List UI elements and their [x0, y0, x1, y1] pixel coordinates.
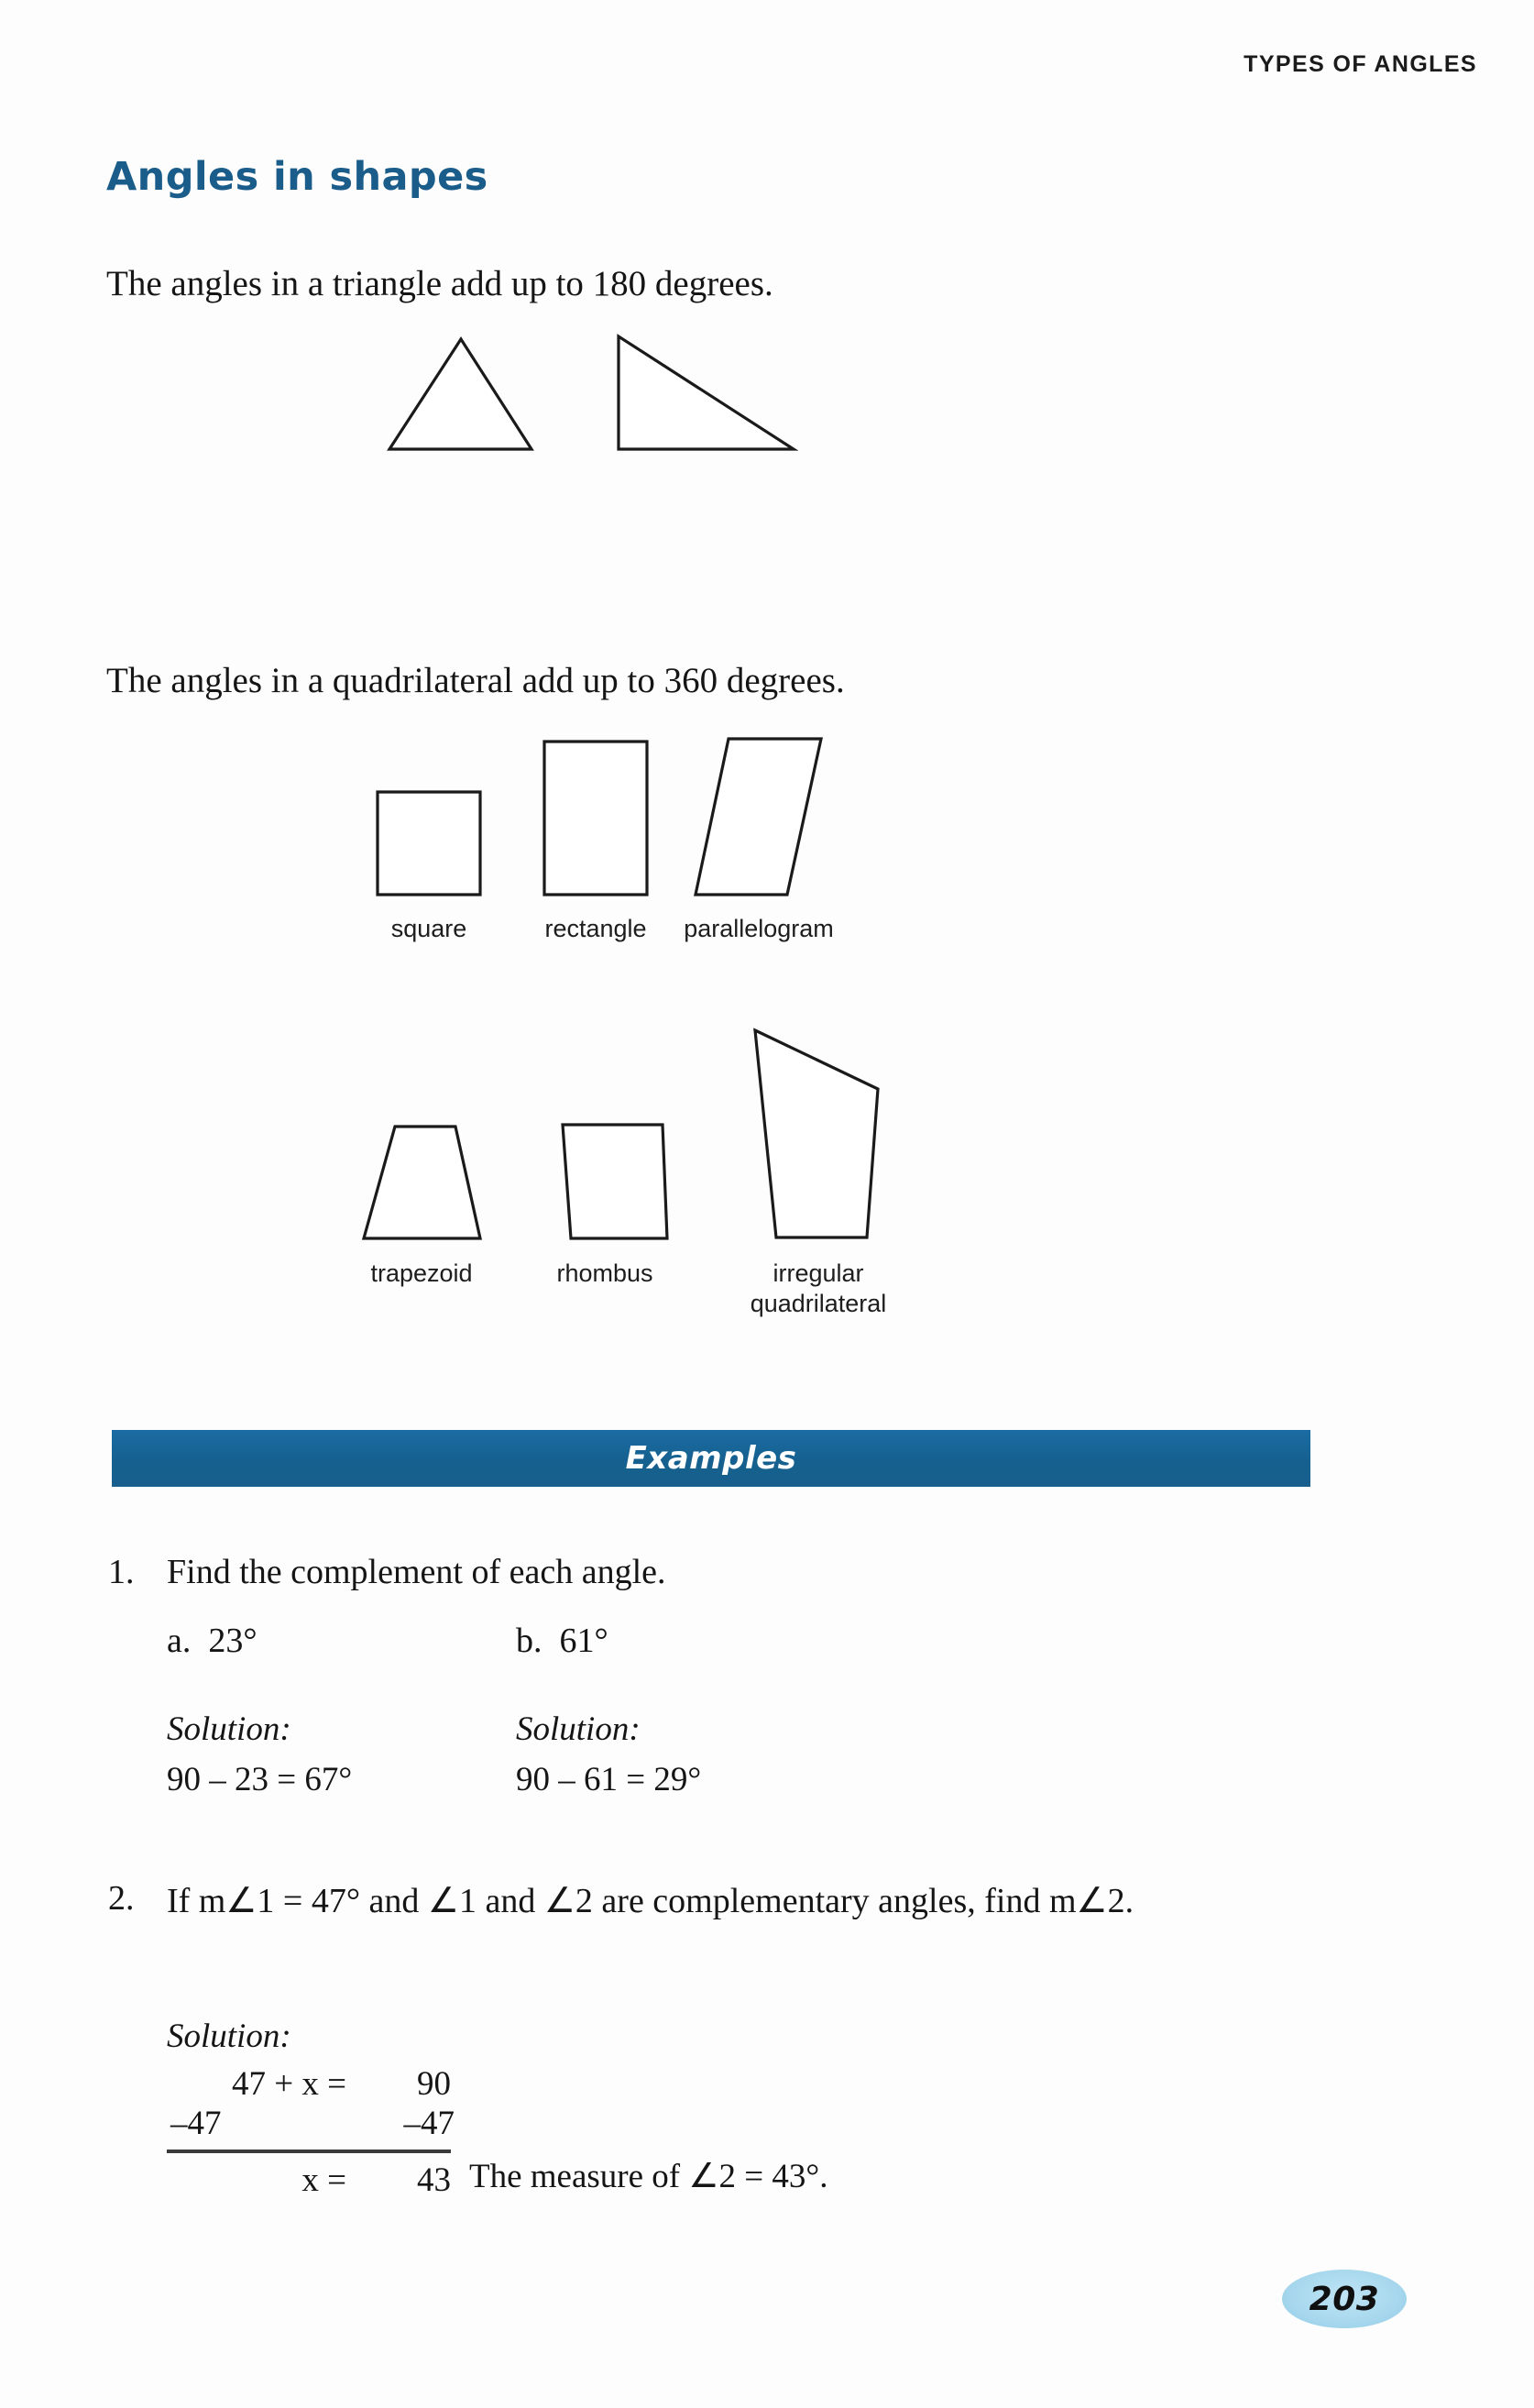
- work-row-2: [167, 2104, 455, 2143]
- work-row-3: [167, 2161, 455, 2200]
- irregular-quadrilateral-shape: [742, 1027, 884, 1242]
- example-1-part-b-marker: b.: [516, 1622, 542, 1660]
- example-2-prompt: If m∠1 = 47° and ∠1 and ∠2 are complementary angles, find m∠2.: [167, 1882, 1134, 1920]
- example-1-part-a-value: 23°: [208, 1622, 257, 1660]
- example-1-part-a-solution-line: 90 – 23 = 67°: [167, 1761, 353, 1798]
- page-number-badge: [1282, 2270, 1407, 2328]
- trapezoid-shape: [360, 1123, 484, 1242]
- square-shape: [374, 788, 484, 898]
- work-row-1-left: 47 + x =: [232, 2065, 346, 2103]
- shape-label-parallelogram: parallelogram: [684, 915, 834, 942]
- page-title: Angles in shapes: [106, 153, 488, 200]
- shape-label-trapezoid: trapezoid: [370, 1259, 473, 1287]
- isosceles-triangle-shape: [385, 335, 541, 454]
- shape-label-rhombus: rhombus: [556, 1259, 653, 1287]
- shape-label-irregular-quadrilateral: [751, 1259, 887, 1319]
- triangle-figure-group: [385, 335, 1045, 555]
- shape-label-irregular-line2: quadrilateral: [750, 1289, 887, 1317]
- running-head: TYPES OF ANGLES: [1244, 51, 1477, 77]
- quadrilateral-figure-group-row1: [348, 710, 1081, 985]
- shape-label-square: square: [390, 915, 467, 942]
- work-row-1: [167, 2064, 455, 2104]
- work-row-2-right: –47: [403, 2105, 455, 2142]
- example-1-part-b-value: 61°: [559, 1622, 608, 1660]
- quadrilateral-figure-group-row2: [325, 1022, 1077, 1317]
- examples-banner: [112, 1430, 1310, 1487]
- example-1-prompt: Find the complement of each angle.: [167, 1553, 666, 1591]
- examples-banner-label: Examples: [625, 1440, 797, 1477]
- example-1-part-b-solution-head: Solution:: [516, 1710, 641, 1748]
- rectangle-shape: [541, 738, 651, 898]
- parallelogram-shape: [692, 735, 825, 898]
- example-2-work-block: [167, 2064, 455, 2200]
- example-1-part-b-solution-line: 90 – 61 = 29°: [516, 1761, 702, 1798]
- example-2-number: 2.: [108, 1879, 135, 1918]
- example-1-number: 1.: [108, 1553, 135, 1591]
- work-row-2-left: –47: [170, 2105, 222, 2142]
- example-2-solution-head: Solution:: [167, 2018, 291, 2055]
- shape-label-rectangle: rectangle: [544, 915, 647, 942]
- example-1-part-a: [167, 1621, 257, 1661]
- page-number: 203: [1309, 2280, 1380, 2318]
- example-1-part-b: [516, 1621, 608, 1661]
- rhombus-shape: [559, 1121, 671, 1242]
- work-subtraction-rule: [167, 2150, 451, 2153]
- shape-label-irregular-line1: irregular: [772, 1259, 864, 1287]
- triangle-rule-text: The angles in a triangle add up to 180 degrees.: [106, 264, 773, 303]
- right-triangle-shape: [614, 332, 797, 451]
- work-row-1-right: 90: [417, 2065, 451, 2103]
- work-row-3-left: x =: [301, 2161, 346, 2199]
- quadrilateral-rule-text: The angles in a quadrilateral add up to 360 degrees.: [106, 661, 845, 700]
- work-row-3-right: 43: [417, 2161, 451, 2199]
- example-1-part-a-marker: a.: [167, 1622, 192, 1660]
- example-2-conclusion: The measure of ∠2 = 43°.: [469, 2158, 828, 2195]
- example-1-part-a-solution-head: Solution:: [167, 1710, 291, 1748]
